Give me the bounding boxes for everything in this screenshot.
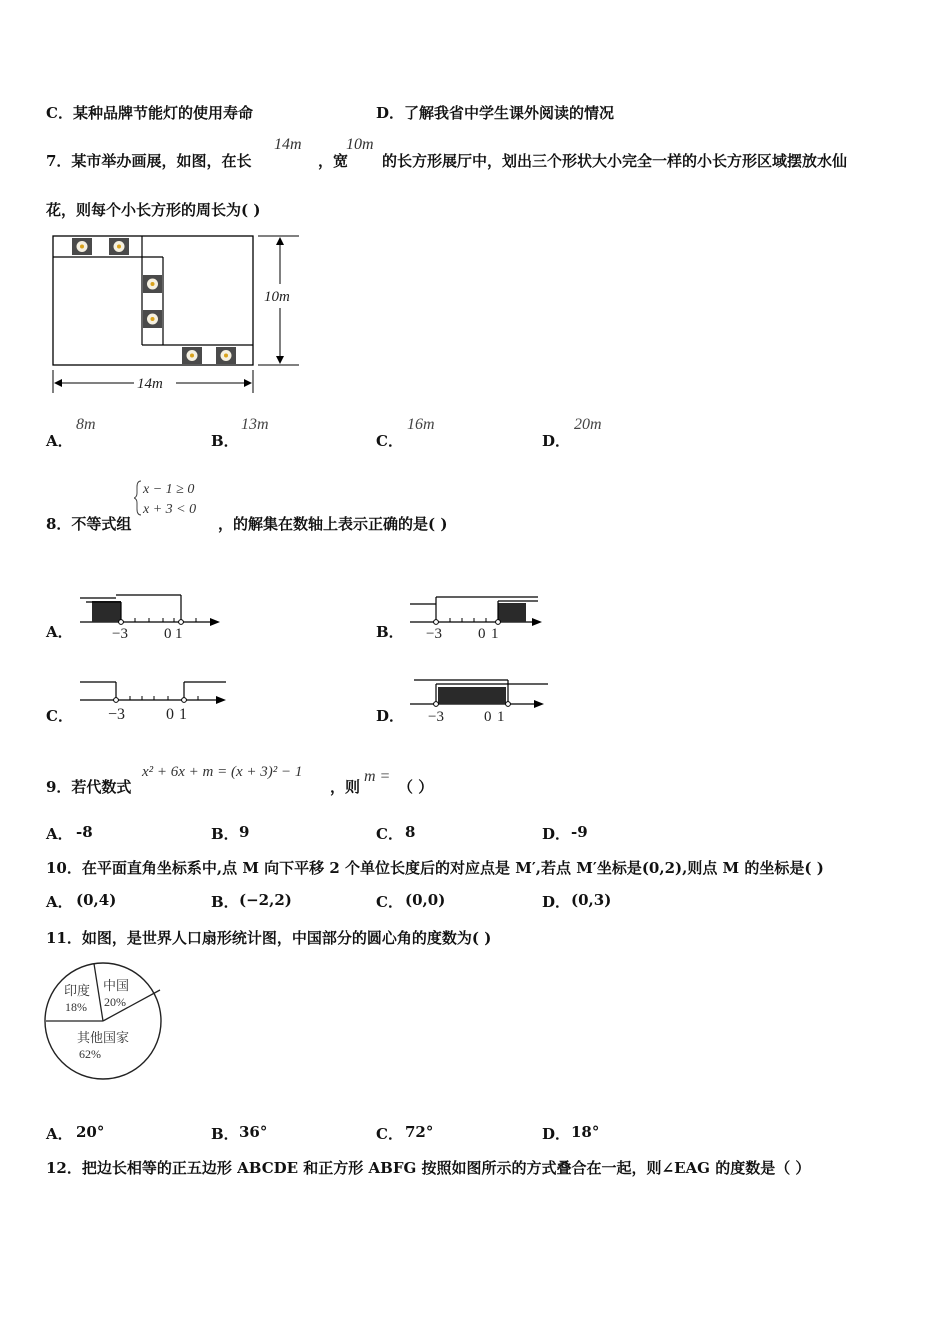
q7-option-b-label: B． [211, 432, 239, 450]
q8-inequality-system [134, 478, 224, 522]
q7-width-value: 10m [346, 136, 374, 153]
q10-option-c-value: (0,0) [405, 891, 446, 909]
q8-c-tick-1: 1 [179, 706, 187, 723]
flower-icon [72, 238, 92, 255]
q9-option-a-value: -8 [76, 823, 93, 841]
q11-china-pct: 20% [104, 995, 126, 1009]
q7-stem-part2: ，宽 [318, 152, 349, 170]
q8-ineq-1: x − 1 ≥ 0 [143, 482, 195, 497]
q8-a-tick-neg3: −3 [112, 626, 128, 642]
q8-option-c-label: C． [46, 707, 73, 725]
q7-stem-line2: 花，则每个小长方形的周长为( ) [46, 201, 261, 219]
q10-option-b-label: B． [211, 893, 239, 911]
q9-expression: x² + 6x + m = (x + 3)² − 1 [142, 764, 303, 780]
q7-room-figure [44, 228, 314, 400]
q7-option-c-label: C． [376, 432, 403, 450]
q8-b-tick-0: 0 [478, 626, 486, 642]
q7-option-a-label: A． [46, 432, 73, 450]
q11-other-pct: 62% [79, 1047, 101, 1061]
q9-option-d-label: D． [542, 825, 571, 843]
q11-option-b-label: B． [211, 1125, 239, 1143]
q10-option-d-label: D． [542, 893, 571, 911]
q8-stem-suffix: ，的解集在数轴上表示正确的是( ) [218, 515, 448, 533]
q8-option-c-numberline [74, 674, 234, 726]
q7-option-d-value: 20m [574, 416, 602, 433]
flower-icon [109, 238, 129, 255]
q7-option-b-value: 13m [241, 416, 269, 433]
q9-variable: m = [364, 768, 391, 785]
q8-option-a-numberline [74, 592, 226, 644]
q8-d-tick-neg3: −3 [428, 709, 444, 725]
q11-option-c-value: 72° [405, 1123, 434, 1141]
q11-option-d-label: D． [542, 1125, 571, 1143]
flower-icon [182, 347, 202, 364]
q7-fig-width-label: 14m [137, 376, 163, 392]
q7-stem-part3: 的长方形展厅中，划出三个形状大小完全一样的小长方形区域摆放水仙 [382, 152, 848, 170]
q10-stem: 10．在平面直角坐标系中,点 M 向下平移 2 个单位长度后的对应点是 M′,若点 M′坐标是(0,2),则点 M 的坐标是( ) [46, 859, 824, 877]
q11-india-pct: 18% [65, 1000, 87, 1014]
q9-option-a-label: A． [46, 825, 73, 843]
q8-option-a-label: A． [46, 623, 73, 641]
q11-india-name: 印度 [64, 983, 91, 998]
q9-stem-mid: ，则 [330, 778, 361, 796]
q11-china-name: 中国 [103, 978, 130, 993]
q9-option-d-value: -9 [571, 823, 588, 841]
q6-option-d: D．了解我省中学生课外阅读的情况 [376, 104, 615, 122]
q8-b-tick-neg3: −3 [426, 626, 442, 642]
q10-option-a-value: (0,4) [76, 891, 117, 909]
q10-option-c-label: C． [376, 893, 403, 911]
q8-b-tick-1: 1 [491, 626, 499, 642]
q10-option-d-value: (0,3) [571, 891, 612, 909]
q9-option-b-label: B． [211, 825, 239, 843]
q9-option-c-value: 8 [405, 823, 416, 841]
q8-stem-prefix: 8．不等式组 [46, 515, 132, 533]
q8-a-tick-0: 0 [164, 626, 172, 642]
q7-stem-part1: 7．某市举办画展，如图，在长 [46, 152, 252, 170]
flower-icon [143, 310, 162, 328]
q8-option-d-label: D． [376, 707, 405, 725]
q9-option-c-label: C． [376, 825, 403, 843]
q6-option-c: C．某种品牌节能灯的使用寿命 [46, 104, 253, 122]
q11-option-d-value: 18° [571, 1123, 600, 1141]
q11-option-b-value: 36° [239, 1123, 268, 1141]
q8-option-b-numberline [404, 592, 556, 644]
q11-stem: 11．如图，是世界人口扇形统计图，中国部分的圆心角的度数为( ) [46, 929, 492, 947]
q11-option-c-label: C． [376, 1125, 403, 1143]
q11-option-a-value: 20° [76, 1123, 105, 1141]
q8-ineq-2: x + 3 < 0 [143, 502, 197, 517]
q11-other-name: 其他国家 [77, 1030, 130, 1045]
q8-c-tick-neg3: −3 [108, 706, 126, 723]
q7-fig-height-label: 10m [264, 289, 290, 305]
q11-option-a-label: A． [46, 1125, 73, 1143]
q8-c-tick-0: 0 [166, 706, 174, 723]
q7-length-value: 14m [274, 136, 302, 153]
q9-stem-suffix: （ ） [398, 778, 434, 796]
flower-icon [143, 275, 162, 293]
q8-option-b-label: B． [376, 623, 404, 641]
q8-option-d-numberline [404, 674, 556, 726]
q9-stem-prefix: 9．若代数式 [46, 778, 132, 796]
q8-d-tick-0: 0 [484, 709, 492, 725]
q7-option-d-label: D． [542, 432, 571, 450]
q10-option-a-label: A． [46, 893, 73, 911]
q10-option-b-value: (−2,2) [239, 891, 292, 909]
q8-d-tick-1: 1 [497, 709, 505, 725]
q9-option-b-value: 9 [239, 823, 250, 841]
q11-pie-chart [40, 958, 170, 1088]
q7-option-c-value: 16m [407, 416, 435, 433]
q7-option-a-value: 8m [76, 416, 96, 433]
q12-stem: 12．把边长相等的正五边形 ABCDE 和正方形 ABFG 按照如图所示的方式叠合在一起，则∠EAG 的度数是（ ） [46, 1159, 811, 1177]
q8-a-tick-1: 1 [175, 626, 183, 642]
flower-icon [216, 347, 236, 364]
